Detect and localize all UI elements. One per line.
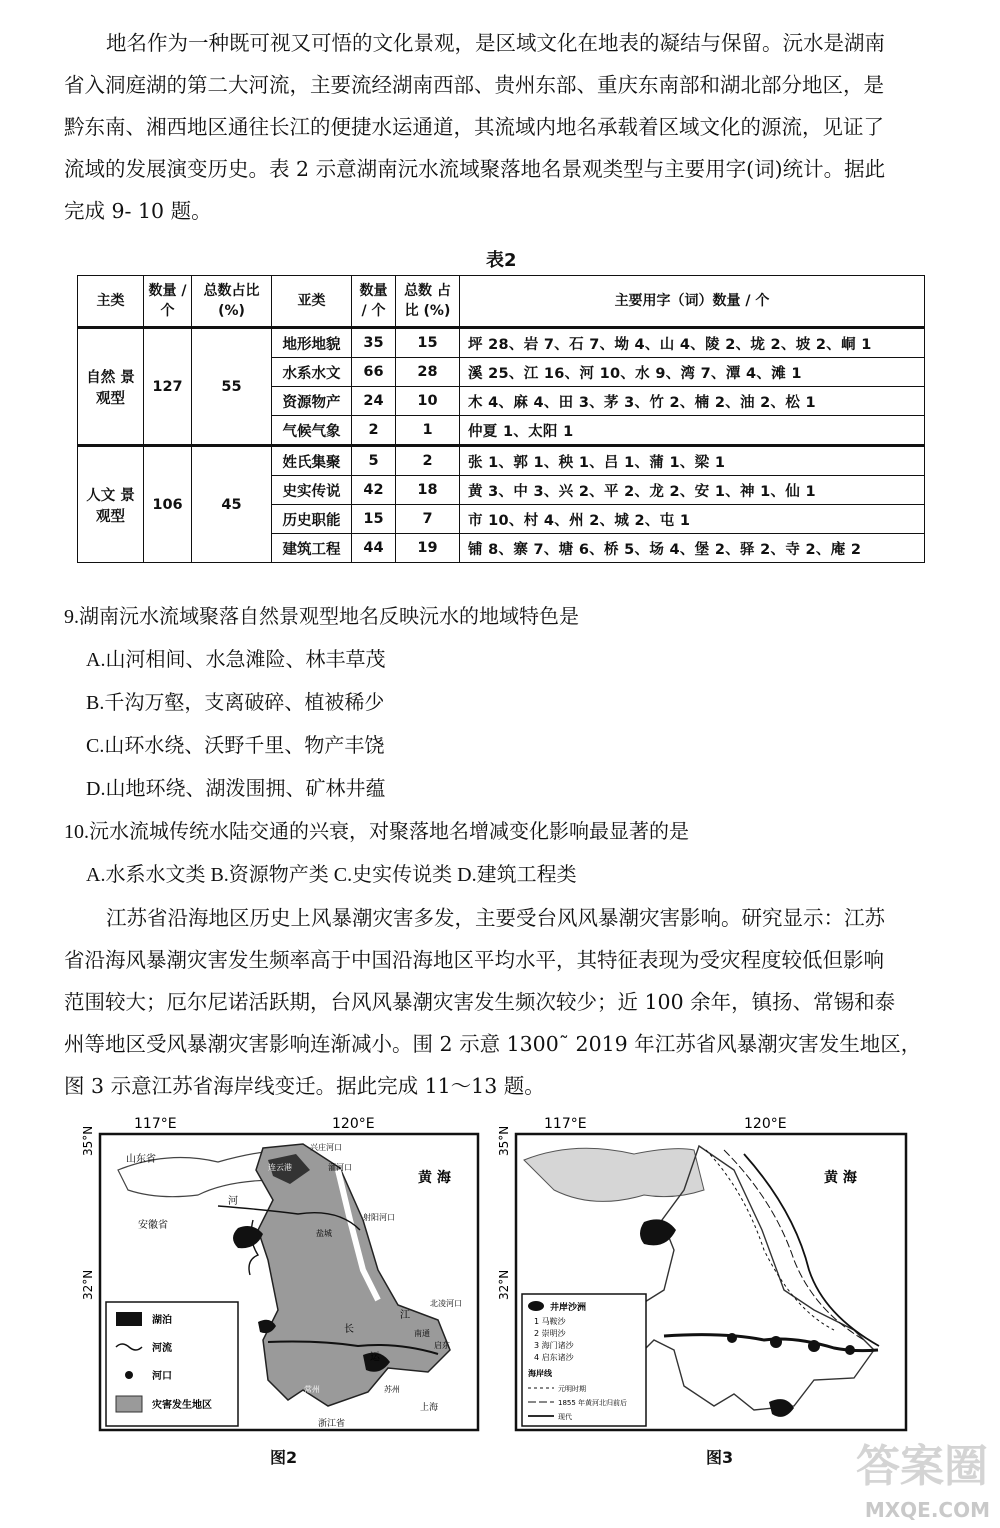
intro1-line: 省入洞庭湖的第二大河流，主要流经湖南西部、贵州东部、重庆东南部和湖北部分地区，是	[64, 73, 884, 97]
shoal-4	[845, 1345, 855, 1355]
legend-coast-item: 元明时期	[558, 1385, 586, 1393]
sub-type-cell: 历史职能	[272, 505, 352, 534]
province-zhejiang: 浙江省	[318, 1419, 346, 1429]
place-label: 长	[344, 1324, 354, 1335]
question-9-option-c[interactable]: C.山环水绕、沃野千里、物产丰饶	[86, 735, 385, 757]
lon-label-117: 117°E	[544, 1116, 587, 1132]
place-label: 盐城	[316, 1229, 332, 1238]
legend-label: 河流	[152, 1343, 172, 1354]
intro2-line: 范围较大；厄尔尼诺活跃期，台风风暴潮灾害发生频次较少；近 100 余年，镇扬、常锡和泰	[64, 990, 896, 1014]
words-cell: 黄 3、中 3、兴 2、平 2、龙 2、安 1、神 1、仙 1	[460, 476, 925, 505]
legend-area-swatch	[116, 1396, 142, 1412]
count-cell: 106	[144, 446, 192, 563]
intro2-line: 州等地区受风暴潮灾害影响连渐减小。围 2 示意 1300˜ 2019 年江苏省风暴潮灾害发生地区，	[64, 1032, 922, 1056]
question-10-options[interactable]: A.水系水文类 B.资源物产类 C.史实传说类 D.建筑工程类	[86, 864, 577, 886]
sub-pct-cell: 10	[396, 387, 460, 416]
figure-2-caption: 图2	[270, 1448, 298, 1467]
sub-count-cell: 24	[352, 387, 396, 416]
table-row	[78, 446, 925, 476]
legend-label: 河口	[152, 1371, 172, 1382]
main-type-cell: 自然 景观型	[78, 328, 144, 446]
mouth-label: 射阳河口	[363, 1213, 395, 1222]
words-cell: 张 1、郭 1、秧 1、吕 1、蒲 1、梁 1	[460, 446, 925, 476]
shoal-2	[770, 1336, 782, 1348]
legend-coast-title: 海岸线	[528, 1369, 552, 1378]
words-cell: 市 10、村 4、州 2、城 2、屯 1	[460, 505, 925, 534]
question-9-option-b[interactable]: B.千沟万壑，支离破碎、植被稀少	[86, 692, 385, 714]
sub-count-cell: 44	[352, 534, 396, 563]
table-title: 表2	[486, 250, 517, 271]
legend-mouth-swatch	[125, 1371, 133, 1379]
lat-label-35: 35°N	[497, 1125, 511, 1156]
words-cell: 木 4、麻 4、田 3、茅 3、竹 2、楠 2、油 2、松 1	[460, 387, 925, 416]
intro2-line: 江苏省沿海地区历史上风暴潮灾害多发，主要受台风风暴潮灾害影响。研究显示：江苏	[106, 906, 885, 930]
legend-label: 湖泊	[152, 1315, 172, 1326]
header-cell: 亚类	[272, 276, 352, 328]
question-9-option-d[interactable]: D.山地环绕、湖泼围拥、矿林井蕴	[86, 778, 386, 800]
province-shandong: 山东省	[126, 1154, 156, 1165]
intro1-line: 地名作为一种既可视又可悟的文化景观，是区域文化在地表的凝结与保留。沅水是湖南	[106, 31, 885, 55]
place-label: 江	[400, 1310, 410, 1321]
table-row	[78, 328, 925, 358]
place-label: 启东	[434, 1341, 450, 1350]
intro1-line: 黔东南、湘西地区通往长江的便捷水运通道，其流域内地名承载着区域文化的源流，见证了	[64, 115, 884, 139]
words-cell: 溪 25、江 16、河 10、水 9、湾 7、潭 4、滩 1	[460, 358, 925, 387]
lon-label-117: 117°E	[134, 1116, 177, 1132]
sub-type-cell: 气候气象	[272, 416, 352, 446]
watermark-logo: 答案圈	[856, 1441, 988, 1492]
sub-count-cell: 15	[352, 505, 396, 534]
mouth-label: 兴庄河口	[310, 1143, 342, 1152]
sub-pct-cell: 7	[396, 505, 460, 534]
sea-label: 黄 海	[418, 1170, 451, 1186]
sub-count-cell: 5	[352, 446, 396, 476]
words-cell: 坪 28、岩 7、石 7、坳 4、山 4、陵 2、垅 2、坡 2、峒 1	[460, 328, 925, 358]
lat-label-35: 35°N	[81, 1125, 95, 1156]
province-anhui: 安徽省	[138, 1220, 168, 1231]
sub-type-cell: 史实传说	[272, 476, 352, 505]
intro1-line: 流域的发展演变历史。表 2 示意湖南沅水流域聚落地名景观类型与主要用字(词)统计。据此	[64, 157, 886, 181]
lat-label-32: 32°N	[81, 1269, 95, 1300]
figure-3-caption: 图3	[706, 1448, 734, 1467]
shoal-1	[727, 1333, 737, 1343]
legend-item: 1 马鞍沙	[534, 1317, 566, 1326]
figure-2-legend	[106, 1302, 238, 1426]
sub-type-cell: 水系水文	[272, 358, 352, 387]
lon-label-120: 120°E	[332, 1116, 375, 1132]
legend-coast-item: 1855 年黄河北归前后	[558, 1399, 628, 1407]
words-cell: 铺 8、寨 7、塘 6、桥 5、场 4、堡 2、驿 2、寺 2、庵 2	[460, 534, 925, 563]
lon-label-120: 120°E	[744, 1116, 787, 1132]
place-label: 连云港	[268, 1163, 292, 1172]
header-cell: 主类	[78, 276, 144, 328]
sub-pct-cell: 28	[396, 358, 460, 387]
mouth-label: 北凌河口	[430, 1299, 462, 1308]
sub-pct-cell: 2	[396, 446, 460, 476]
sub-type-cell: 姓氏集聚	[272, 446, 352, 476]
city-shanghai: 上海	[420, 1403, 439, 1413]
sub-pct-cell: 18	[396, 476, 460, 505]
sea-label: 黄 海	[824, 1170, 857, 1186]
sub-pct-cell: 15	[396, 328, 460, 358]
sub-count-cell: 42	[352, 476, 396, 505]
sub-count-cell: 66	[352, 358, 396, 387]
sub-type-cell: 资源物产	[272, 387, 352, 416]
legend-item: 2 崇明沙	[534, 1329, 566, 1338]
pct-cell: 45	[192, 446, 272, 563]
legend-item: 3 海门诸沙	[534, 1341, 574, 1350]
legend-shoal-swatch	[528, 1301, 544, 1311]
sub-count-cell: 35	[352, 328, 396, 358]
sub-pct-cell: 1	[396, 416, 460, 446]
sub-type-cell: 建筑工程	[272, 534, 352, 563]
header-cell: 总数 占比 (%)	[396, 276, 460, 328]
intro2-line: 省沿海风暴潮灾害发生频率高于中国沿海地区平均水平，其特征表现为受灾程度较低但影响	[64, 948, 884, 972]
header-cell: 总数占比 (%)	[192, 276, 272, 328]
legend-title: 井岸沙洲	[550, 1303, 587, 1313]
intro-passage-1	[64, 22, 944, 232]
sub-count-cell: 2	[352, 416, 396, 446]
question-9-stem: 9.湖南沅水流域聚落自然景观型地名反映沅水的地域特色是	[64, 606, 579, 628]
intro-passage-2	[64, 897, 944, 1107]
header-cell: 数量 / 个	[144, 276, 192, 328]
figure-3-map	[494, 1110, 914, 1440]
place-label: 苏州	[384, 1385, 400, 1394]
intro2-line: 图 3 示意江苏省海岸线变迁。据此完成 11～13 题。	[64, 1074, 545, 1098]
place-label: 运	[370, 1352, 380, 1363]
main-type-cell: 人文 景观型	[78, 446, 144, 563]
legend-item: 4 启东诸沙	[534, 1353, 574, 1362]
question-9-option-a[interactable]: A.山河相间、水急滩险、林丰草茂	[86, 649, 386, 671]
legend-label: 灾害发生地区	[152, 1400, 212, 1411]
place-label: 南通	[414, 1329, 430, 1338]
figure-2-map	[78, 1110, 488, 1440]
place-label: 常州	[304, 1385, 320, 1394]
mouth-label: 灌河口	[328, 1163, 352, 1172]
count-cell: 127	[144, 328, 192, 446]
settlement-name-table	[77, 275, 925, 563]
question-10-stem: 10.沅水流城传统水陆交通的兴衰，对聚落地名增减变化影响最显著的是	[64, 821, 689, 843]
watermark-url: MXQE.COM	[864, 1498, 990, 1522]
legend-lake-swatch	[116, 1312, 142, 1326]
pct-cell: 55	[192, 328, 272, 446]
lat-label-32: 32°N	[497, 1269, 511, 1300]
sub-pct-cell: 19	[396, 534, 460, 563]
header-cell: 数量 / 个	[352, 276, 396, 328]
header-cell: 主要用字（词）数量 / 个	[460, 276, 925, 328]
sub-type-cell: 地形地貌	[272, 328, 352, 358]
shoal-3	[808, 1340, 820, 1352]
place-label: 河	[228, 1196, 238, 1207]
intro1-line: 完成 9- 10 题。	[64, 199, 212, 223]
figure-3-legend	[522, 1294, 646, 1426]
words-cell: 仲夏 1、太阳 1	[460, 416, 925, 446]
table-header-row	[78, 276, 925, 328]
legend-coast-item: 现代	[558, 1413, 572, 1421]
